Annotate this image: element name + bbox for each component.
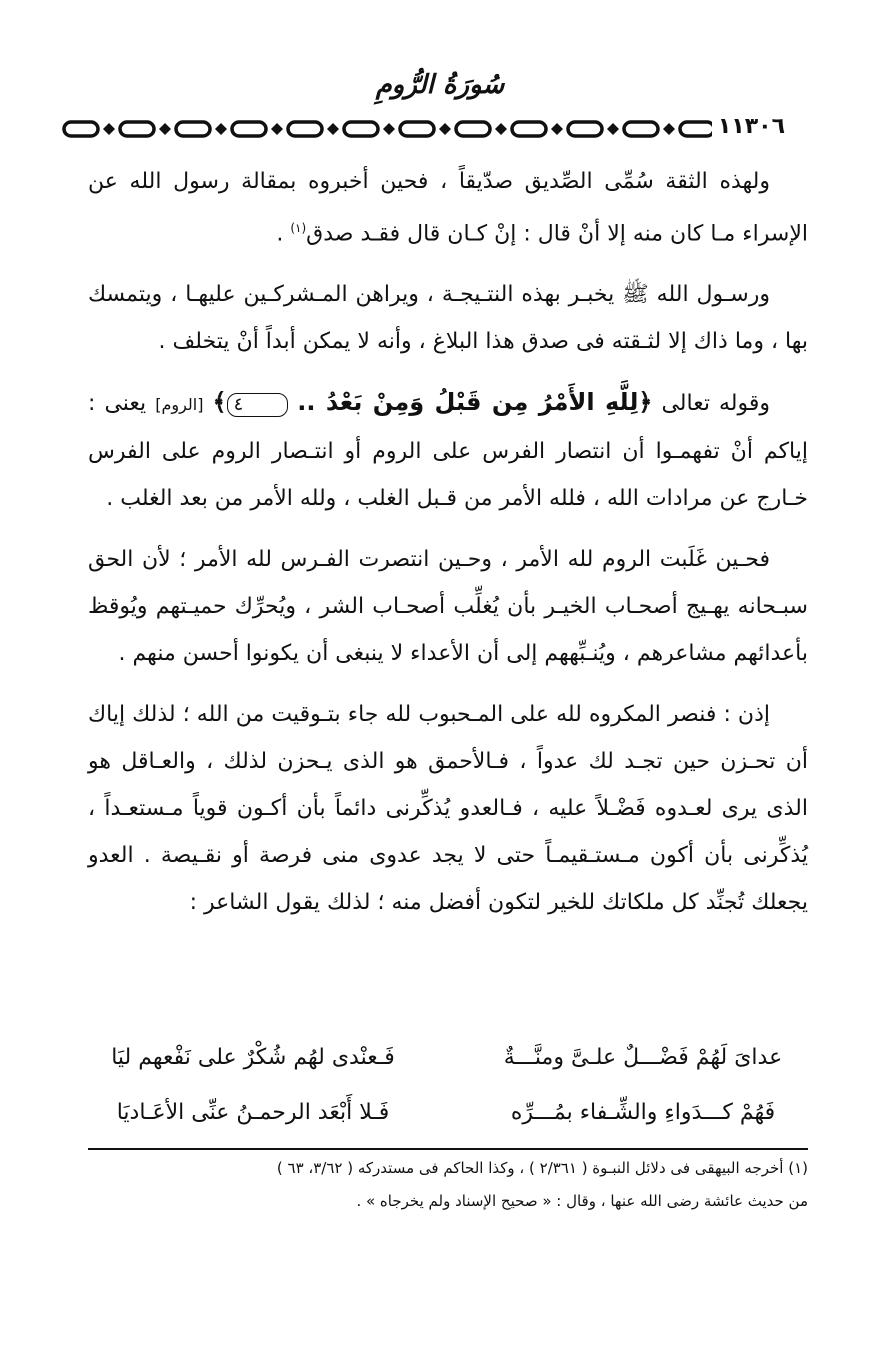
ornament-diamond	[551, 123, 563, 135]
main-text	[88, 158, 808, 940]
ornament-diamond	[159, 123, 171, 135]
paragraph-1-end: .	[276, 221, 291, 247]
paragraph-2: ورسـول الله ﷺ يخبـر بهذه النتـيجـة ، ويراهن المـشركـين عليهـا ، ويتمسك بها ، وما ذاك إلا لثـقته فى صدق هذا البلاغ ، وأنه لا يمكن أبداً أنْ يتخلف .	[88, 282, 808, 355]
paragraph-3-intro: وقوله تعالى	[652, 391, 770, 417]
quran-close-bracket: ﴾	[212, 388, 227, 417]
surah-reference: [الروم]	[155, 395, 204, 415]
footnote-divider	[88, 1148, 808, 1150]
ornament-oval	[288, 122, 322, 136]
paragraph-4: فحـين غَلَبت الروم لله الأمر ، وحـين انتصرت الفـرس لله الأمر ؛ لأن الحق سبـحانه يهـيج أصحـاب الخيـر بأن يُغلِّب أصحـاب الشر ، ويُحرِّك حميـتهم ويُوقظ بأعدائهم مشاعرهم ، ويُنـبِّههم إلى أن الأعداء لا ينبغى أن يكونوا أحسن منهم .	[88, 547, 808, 667]
ornament-oval	[64, 122, 98, 136]
verse-1-first-hemistich: عداىَ لَهُمْ فَضْـــلٌ علـىَّ ومنَّـــةٌ	[503, 1045, 783, 1070]
ornament-diamond	[271, 123, 283, 135]
paragraph-3-rest: يعنى : إياكم أنْ تفهمـوا أن انتصار الفرس على الروم أو انتـصار الروم على الفرس خـارج عن مرادات الله ، فلله الأمر من قـبل الغلب ، ولله الأمر من بعد الغلب .	[88, 391, 808, 512]
ornament-diamond	[607, 123, 619, 135]
verse-2-second-hemistich: فَـلا أَبْعَد الرحمـنُ عنِّى الأعَـاديَا	[116, 1100, 390, 1125]
paragraph-1	[88, 158, 808, 257]
poem-verse	[88, 1030, 808, 1085]
ornament-oval	[120, 122, 154, 136]
ornament-oval	[232, 122, 266, 136]
quran-open-bracket: ﴿	[638, 388, 653, 417]
ornament-diamond	[103, 123, 115, 135]
footnote-line: من حديث عائشة رضى الله عنها ، وقال : « صحيح الإسناد ولم يخرجاه » .	[356, 1192, 808, 1210]
paragraph-5: إذن : فنصر المكروه لله على المـحبوب لله جاء بتـوقيت من الله ؛ لذلك إياك أن تحـزن حين تجـد لك عدواً ، فـالأحمق هو الذى يـحزن لذلك ، والعـاقل هو الذى يرى لعـدوه فَضْـلاً عليه ، فـالعدو يُذكِّرنى دائماً بأن أكـون قوياً مـستعـداً ، يُذكِّرنى بأن أكون مـستـقيمـاً حتى لا يجد عدوى منى فرصة أو نقـيصة . العدو يجعلك تُجنِّد كل ملكاتك للخير لتكون أفضل منه ؛ لذلك يقول الشاعر :	[88, 702, 808, 916]
page-number: ١١٣٠٦	[712, 112, 791, 142]
ornament-oval	[624, 122, 658, 136]
ornament-diamond	[383, 123, 395, 135]
ornament-diamond	[215, 123, 227, 135]
ornament-oval	[568, 122, 602, 136]
ornament-diamond	[327, 123, 339, 135]
ornament-oval	[456, 122, 490, 136]
ornament-diamond	[495, 123, 507, 135]
paragraph-1-text: ولهذه الثقة سُمِّى الصِّديق صدّيقاً ، فحين أخبروه بمقالة رسول الله عن الإسراء مـا كان منه إلا أنْ قال : إنْ كـان قال فقـد صدق	[88, 169, 808, 247]
ornament-oval	[680, 122, 714, 136]
surah-title: سُورَةُ الرُّومِ	[375, 70, 505, 100]
footnotes	[88, 1152, 808, 1218]
poem	[88, 1030, 808, 1140]
footnote-ref[interactable]: (١)	[290, 221, 307, 235]
paragraph-3	[88, 379, 808, 522]
ornament-diamond	[663, 123, 675, 135]
footnote-line: (١) أخرجه البيهقى فى دلائل النبـوة ( ٢/٣٦١ ) ، وكذا الحاكم فى مستدركه ( ٣/٦٢، ٦٣ )	[276, 1159, 808, 1177]
ornament-oval	[176, 122, 210, 136]
ayah-number-badge: ٤	[227, 393, 289, 417]
ornament-oval	[512, 122, 546, 136]
ornament-diamond	[439, 123, 451, 135]
verse-1-second-hemistich: فَـعنْدى لهُم شُكْرٌ على نَفْعهم ليَا	[111, 1045, 395, 1070]
ornament-oval	[400, 122, 434, 136]
poem-verse	[88, 1085, 808, 1140]
verse-2-first-hemistich: فَهُمْ كـــدَواءِ والشِّـفاء بمُـــرِّه	[510, 1100, 776, 1125]
ornament-oval	[344, 122, 378, 136]
quran-verse: لِلَّهِ الأَمْرُ مِن قَبْلُ وَمِنْ بَعْدُ ..	[297, 388, 639, 417]
